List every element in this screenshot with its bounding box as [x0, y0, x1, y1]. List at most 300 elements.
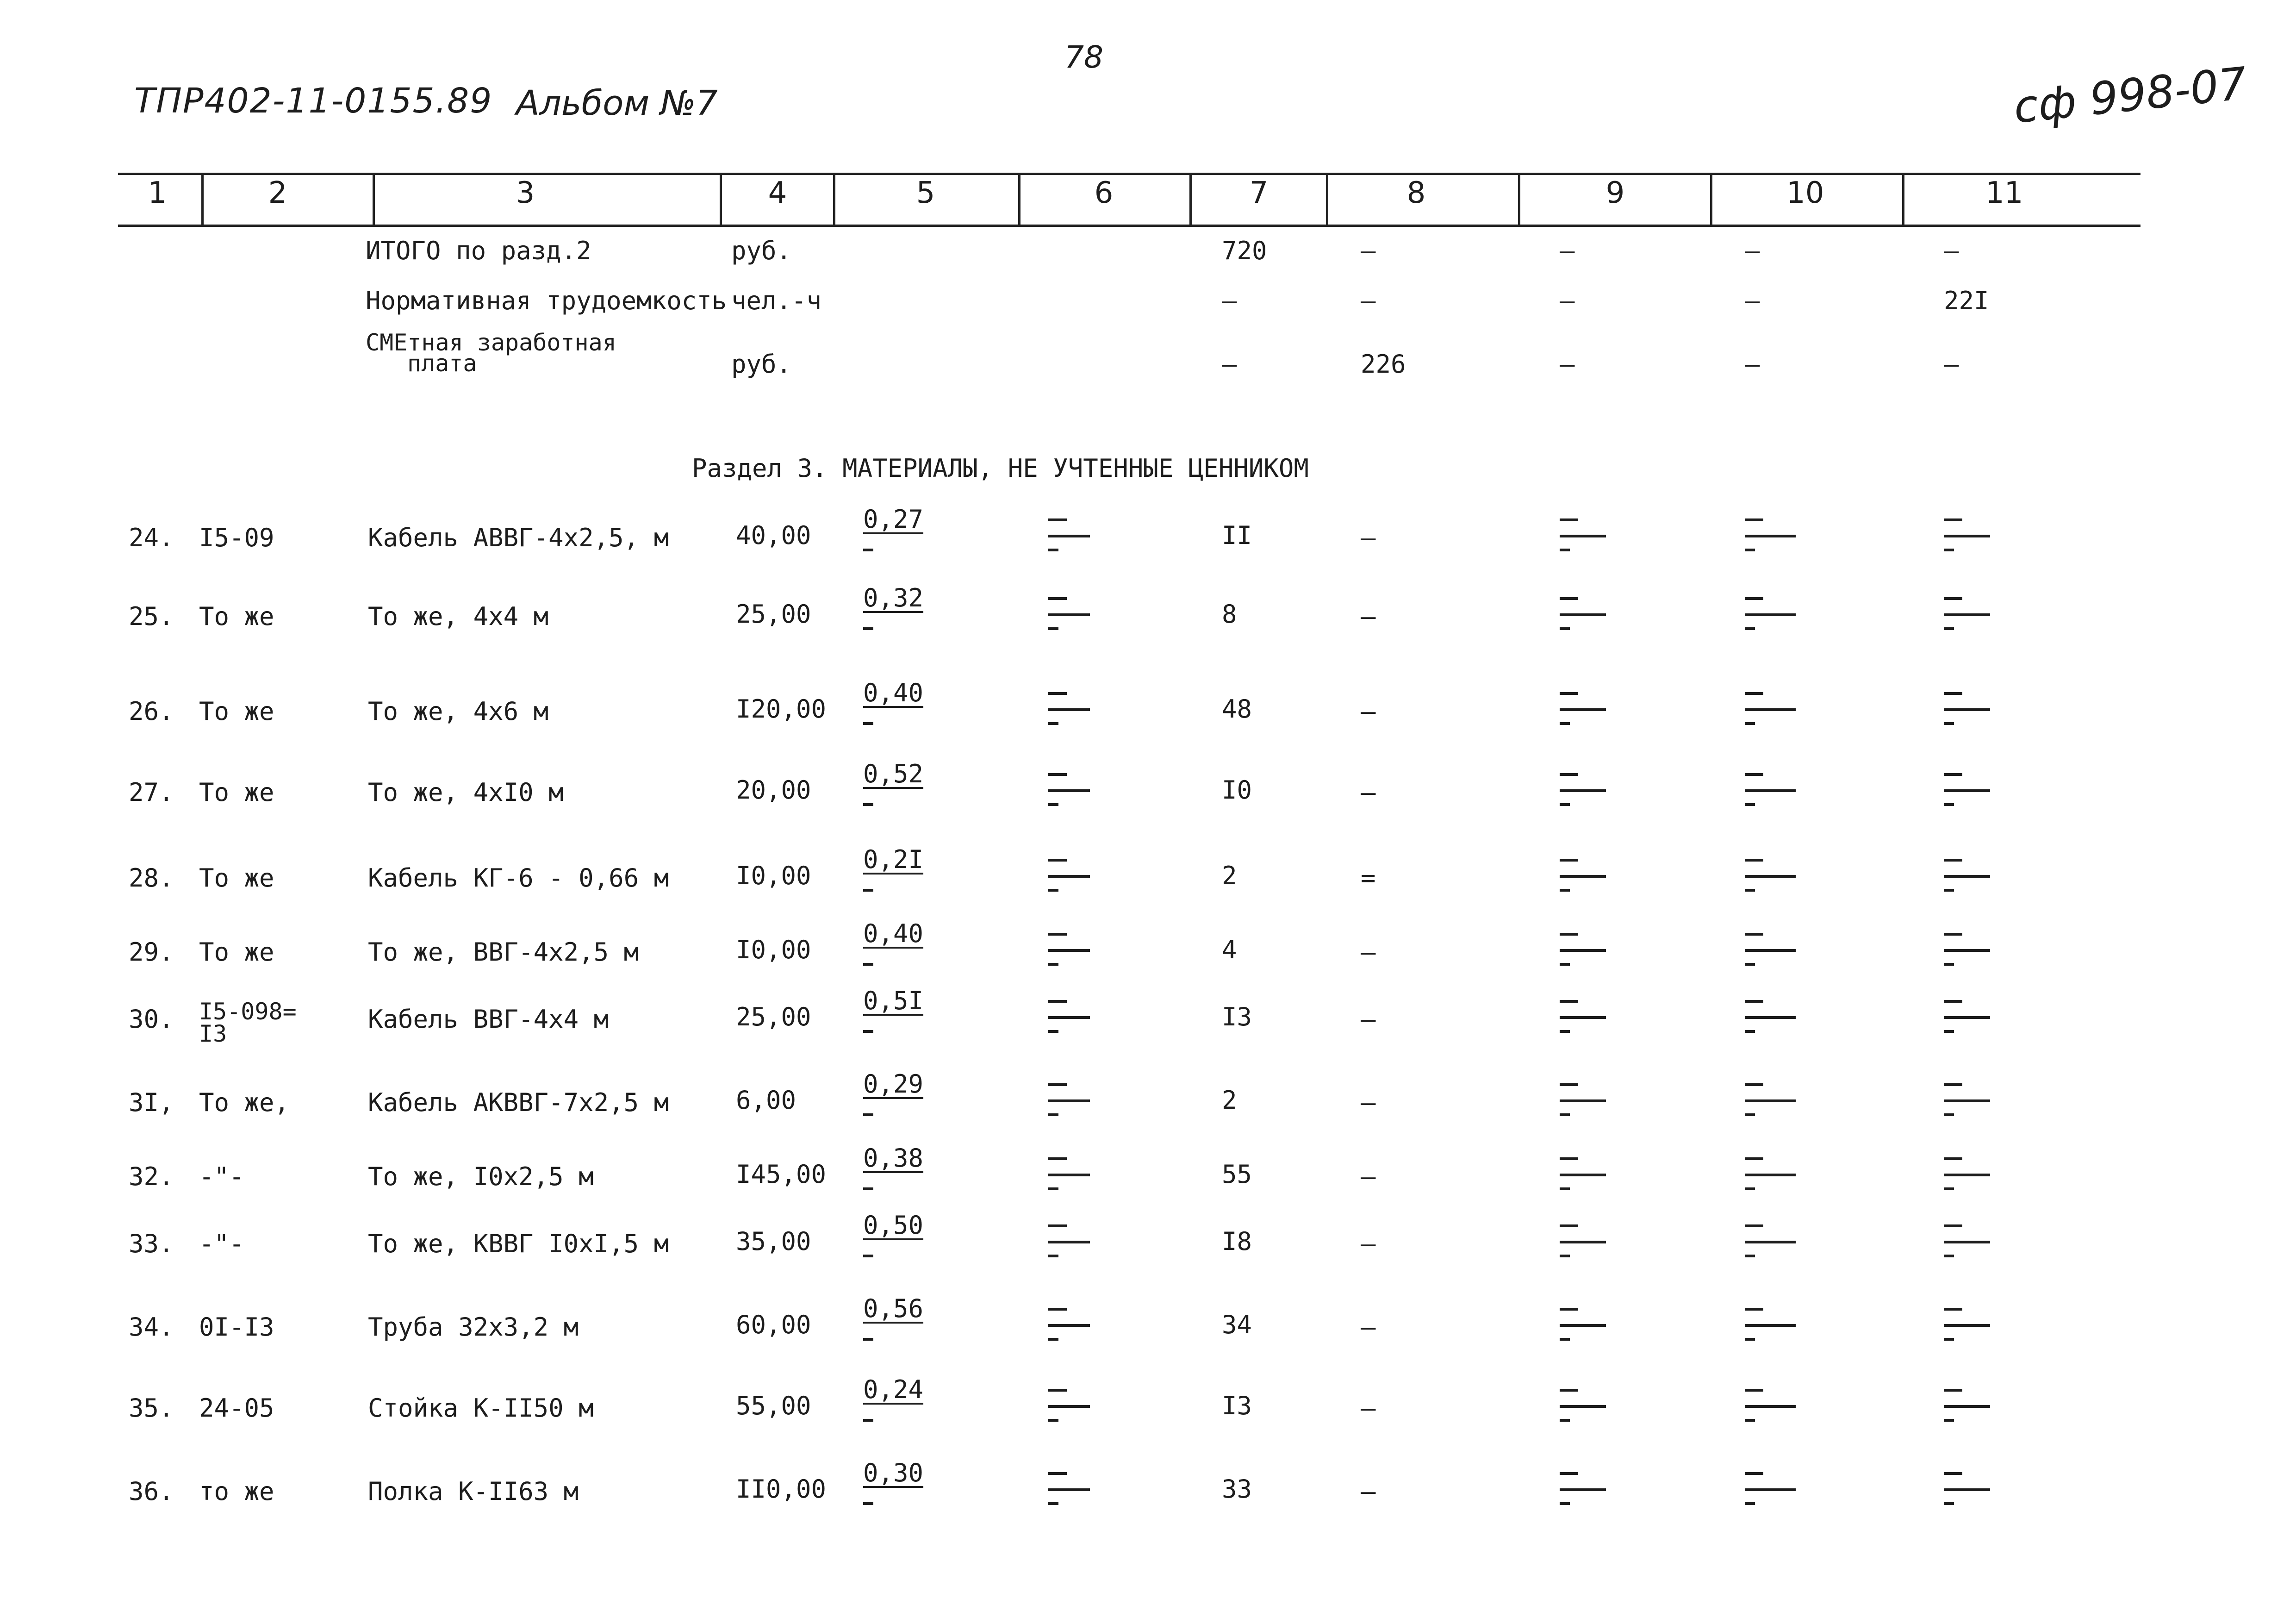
empty-cell-dash [1560, 1030, 1570, 1033]
table-header-bottom-rule [118, 225, 2140, 227]
empty-cell-dash [1560, 1174, 1606, 1176]
row-name: То же, 4хI0 м [368, 778, 564, 807]
empty-cell-dash [1745, 773, 1763, 776]
empty-cell-dash [1560, 933, 1578, 936]
empty-cell-dash [1560, 1099, 1606, 1102]
empty-cell-dash [1944, 773, 1962, 776]
price-lower-dash [863, 627, 873, 630]
row-name: Стойка К-II50 м [368, 1393, 594, 1423]
column-number-2: 2 [268, 176, 287, 210]
row-name: Кабель ВВГ-4х4 м [368, 1005, 609, 1034]
empty-cell-dash [1048, 613, 1090, 616]
empty-cell-dash [1944, 1157, 1962, 1160]
empty-cell-dash [1048, 933, 1067, 936]
empty-cell-dash [1944, 875, 1990, 878]
column-number-4: 4 [768, 176, 787, 210]
empty-cell-dash [1560, 692, 1578, 695]
empty-cell-dash [1048, 1030, 1058, 1033]
empty-cell-dash [1944, 803, 1954, 806]
row-name: То же, I0х2,5 м [368, 1162, 594, 1191]
empty-cell-dash [1944, 1016, 1990, 1019]
empty-cell-dash [1048, 1419, 1058, 1422]
empty-cell-dash [1048, 1338, 1058, 1341]
empty-cell-dash [1560, 613, 1606, 616]
empty-cell-dash [1745, 1030, 1755, 1033]
summary-unit: руб. [731, 236, 792, 265]
summary-col10: – [1745, 236, 1760, 265]
row-number: 29. [129, 937, 174, 967]
row-total: 2 [1222, 1086, 1237, 1115]
empty-cell-dash [1048, 803, 1058, 806]
row-unit-price: 0,56 [863, 1294, 924, 1323]
row-code: То же [199, 863, 274, 893]
column-divider [1902, 175, 1904, 226]
empty-cell-dash [1560, 1224, 1578, 1227]
row-code: То же [199, 778, 274, 807]
row-number: 35. [129, 1393, 174, 1423]
empty-cell-dash [1745, 1472, 1763, 1475]
row-unit-price: 0,40 [863, 678, 924, 707]
row-name: То же, 4х6 м [368, 697, 549, 726]
row-quantity: 20,00 [736, 775, 811, 805]
empty-cell-dash [1745, 1338, 1755, 1341]
empty-cell-dash [1745, 1488, 1796, 1491]
summary-col9: – [1560, 286, 1575, 315]
empty-cell-dash [1560, 889, 1570, 892]
empty-cell-dash [1048, 1157, 1067, 1160]
column-divider [833, 175, 835, 226]
empty-cell-dash [1745, 722, 1755, 725]
row-code: 24-05 [199, 1393, 274, 1423]
empty-cell-dash [1560, 773, 1578, 776]
row-code: То же, [199, 1088, 290, 1117]
price-lower-dash [863, 889, 873, 892]
row-unit-price: 0,50 [863, 1211, 924, 1240]
empty-cell-dash [1745, 859, 1763, 862]
row-unit-price: 0,40 [863, 919, 924, 948]
empty-cell-dash [1745, 535, 1796, 537]
summary-col7: 720 [1222, 236, 1267, 265]
empty-cell-dash [1745, 1174, 1796, 1176]
empty-cell-dash [1745, 627, 1755, 630]
empty-cell-dash [1560, 1419, 1570, 1422]
summary-col8: – [1361, 236, 1376, 265]
empty-cell-dash [1048, 549, 1058, 551]
empty-cell-dash [1745, 597, 1763, 600]
empty-cell-dash [1560, 1502, 1570, 1505]
handwritten-stamp: сф 998-07 [2011, 57, 2249, 134]
column-divider [201, 175, 204, 226]
empty-cell-dash [1048, 1241, 1090, 1243]
column-number-5: 5 [916, 176, 935, 210]
row-col8: – [1361, 1393, 1376, 1423]
empty-cell-dash [1048, 949, 1090, 952]
empty-cell-dash [1944, 1389, 1962, 1392]
row-unit-price: 0,52 [863, 759, 924, 788]
empty-cell-dash [1560, 1157, 1578, 1160]
empty-cell-dash [1745, 1000, 1763, 1003]
empty-cell-dash [1745, 1241, 1796, 1243]
summary-unit: чел.-ч [731, 286, 822, 315]
row-unit-price: 0,30 [863, 1458, 924, 1487]
empty-cell-dash [1745, 613, 1796, 616]
row-col8: – [1361, 1162, 1376, 1191]
row-unit-price: 0,2I [863, 845, 924, 874]
empty-cell-dash [1048, 773, 1067, 776]
row-col8: – [1361, 1477, 1376, 1506]
price-lower-dash [863, 1255, 873, 1257]
price-lower-dash [863, 963, 873, 966]
empty-cell-dash [1745, 1187, 1755, 1190]
empty-cell-dash [1048, 1187, 1058, 1190]
empty-cell-dash [1745, 1083, 1763, 1086]
empty-cell-dash [1048, 535, 1090, 537]
empty-cell-dash [1560, 1308, 1578, 1311]
row-name: То же, КВВГ I0хI,5 м [368, 1229, 669, 1258]
row-name: Кабель АВВГ-4х2,5, м [368, 523, 669, 552]
empty-cell-dash [1048, 1308, 1067, 1311]
empty-cell-dash [1560, 549, 1570, 551]
row-quantity: 40,00 [736, 521, 811, 550]
row-number: 34. [129, 1312, 174, 1342]
empty-cell-dash [1745, 1016, 1796, 1019]
empty-cell-dash [1560, 949, 1606, 952]
column-divider [373, 175, 375, 226]
row-total: 34 [1222, 1310, 1252, 1339]
row-total: I3 [1222, 1002, 1252, 1031]
empty-cell-dash [1745, 1157, 1763, 1160]
column-number-1: 1 [148, 176, 167, 210]
empty-cell-dash [1048, 1324, 1090, 1327]
row-total: 8 [1222, 600, 1237, 629]
price-lower-dash [863, 1502, 873, 1505]
column-number-8: 8 [1406, 176, 1426, 210]
empty-cell-dash [1048, 963, 1058, 966]
row-quantity: II0,00 [736, 1474, 827, 1504]
row-total: I8 [1222, 1227, 1252, 1256]
row-col8: – [1361, 1088, 1376, 1117]
summary-col10: – [1745, 286, 1760, 315]
empty-cell-dash [1745, 1502, 1755, 1505]
summary-unit: руб. [731, 350, 792, 379]
row-number: 26. [129, 697, 174, 726]
empty-cell-dash [1944, 1338, 1954, 1341]
empty-cell-dash [1944, 1502, 1954, 1505]
row-total: 4 [1222, 935, 1237, 964]
price-lower-dash [863, 803, 873, 806]
empty-cell-dash [1560, 1016, 1606, 1019]
empty-cell-dash [1048, 1472, 1067, 1475]
empty-cell-dash [1944, 549, 1954, 551]
row-quantity: 35,00 [736, 1227, 811, 1256]
empty-cell-dash [1944, 518, 1962, 521]
summary-col8: – [1361, 286, 1376, 315]
row-number: 32. [129, 1162, 174, 1191]
empty-cell-dash [1745, 875, 1796, 878]
empty-cell-dash [1560, 535, 1606, 537]
row-code: I5-098= [199, 998, 297, 1025]
empty-cell-dash [1048, 1224, 1067, 1227]
empty-cell-dash [1944, 708, 1990, 711]
empty-cell-dash [1048, 722, 1058, 725]
summary-col9: – [1560, 236, 1575, 265]
summary-col7: – [1222, 350, 1237, 379]
empty-cell-dash [1048, 1083, 1067, 1086]
row-number: 28. [129, 863, 174, 893]
price-lower-dash [863, 1338, 873, 1341]
empty-cell-dash [1944, 859, 1962, 862]
empty-cell-dash [1745, 1308, 1763, 1311]
row-col8: – [1361, 1005, 1376, 1034]
empty-cell-dash [1944, 627, 1954, 630]
empty-cell-dash [1944, 1419, 1954, 1422]
empty-cell-dash [1745, 1099, 1796, 1102]
empty-cell-dash [1745, 1255, 1755, 1257]
price-lower-dash [863, 1030, 873, 1033]
row-quantity: I0,00 [736, 935, 811, 964]
empty-cell-dash [1944, 1241, 1990, 1243]
empty-cell-dash [1745, 1389, 1763, 1392]
row-code: I5-09 [199, 523, 274, 552]
empty-cell-dash [1560, 803, 1570, 806]
empty-cell-dash [1944, 1000, 1962, 1003]
row-name: То же, 4х4 м [368, 602, 549, 631]
empty-cell-dash [1944, 613, 1990, 616]
row-total: I0 [1222, 775, 1252, 805]
empty-cell-dash [1560, 1472, 1578, 1475]
empty-cell-dash [1745, 692, 1763, 695]
price-lower-dash [863, 722, 873, 725]
empty-cell-dash [1745, 1405, 1796, 1408]
row-number: 25. [129, 602, 174, 631]
summary-col9: – [1560, 350, 1575, 379]
row-name: Полка К-II63 м [368, 1477, 579, 1506]
empty-cell-dash [1745, 708, 1796, 711]
empty-cell-dash [1944, 597, 1962, 600]
row-number: 24. [129, 523, 174, 552]
column-number-11: 11 [1985, 176, 2023, 210]
row-total: 48 [1222, 694, 1252, 724]
empty-cell-dash [1745, 1224, 1763, 1227]
empty-cell-dash [1745, 889, 1755, 892]
empty-cell-dash [1048, 627, 1058, 630]
empty-cell-dash [1944, 1030, 1954, 1033]
empty-cell-dash [1944, 1099, 1990, 1102]
empty-cell-dash [1944, 963, 1954, 966]
row-number: 30. [129, 1005, 174, 1034]
row-quantity: I20,00 [736, 694, 827, 724]
row-code: то же [199, 1477, 274, 1506]
column-divider [1018, 175, 1020, 226]
row-quantity: I45,00 [736, 1160, 827, 1189]
empty-cell-dash [1944, 789, 1990, 792]
row-col8: – [1361, 602, 1376, 631]
empty-cell-dash [1560, 627, 1570, 630]
empty-cell-dash [1560, 1241, 1606, 1243]
row-quantity: 60,00 [736, 1310, 811, 1339]
empty-cell-dash [1048, 597, 1067, 600]
empty-cell-dash [1944, 1308, 1962, 1311]
row-total: 55 [1222, 1160, 1252, 1189]
row-name: То же, ВВГ-4х2,5 м [368, 937, 639, 967]
row-col8: – [1361, 778, 1376, 807]
empty-cell-dash [1048, 1488, 1090, 1491]
empty-cell-dash [1560, 518, 1578, 521]
empty-cell-dash [1048, 518, 1067, 521]
row-number: 3I, [129, 1088, 174, 1117]
column-number-3: 3 [516, 176, 535, 210]
empty-cell-dash [1944, 1083, 1962, 1086]
empty-cell-dash [1048, 1405, 1090, 1408]
column-number-7: 7 [1249, 176, 1269, 210]
row-total: 33 [1222, 1474, 1252, 1504]
empty-cell-dash [1944, 1405, 1990, 1408]
row-number: 27. [129, 778, 174, 807]
row-name: Труба 32х3,2 м [368, 1312, 579, 1342]
empty-cell-dash [1745, 1324, 1796, 1327]
column-number-10: 10 [1786, 176, 1824, 210]
row-code: То же [199, 937, 274, 967]
empty-cell-dash [1944, 722, 1954, 725]
empty-cell-dash [1048, 875, 1090, 878]
empty-cell-dash [1944, 1255, 1954, 1257]
row-name: Кабель КГ-6 - 0,66 м [368, 863, 669, 893]
empty-cell-dash [1745, 963, 1755, 966]
column-divider [1326, 175, 1328, 226]
row-unit-price: 0,5I [863, 986, 924, 1015]
empty-cell-dash [1944, 949, 1990, 952]
row-name: Кабель АКВВГ-7х2,5 м [368, 1088, 669, 1117]
row-code-line2: I3 [199, 1020, 227, 1047]
row-number: 36. [129, 1477, 174, 1506]
row-col8: – [1361, 937, 1376, 967]
empty-cell-dash [1560, 1113, 1570, 1116]
row-col8: = [1361, 863, 1376, 893]
column-divider [720, 175, 722, 226]
summary-label: СМЕтная заработная [366, 329, 616, 356]
summary-col7: – [1222, 286, 1237, 315]
empty-cell-dash [1944, 1472, 1962, 1475]
empty-cell-dash [1944, 692, 1962, 695]
empty-cell-dash [1560, 1083, 1578, 1086]
row-quantity: 55,00 [736, 1391, 811, 1420]
empty-cell-dash [1560, 1255, 1570, 1257]
empty-cell-dash [1944, 1187, 1954, 1190]
row-total: II [1222, 521, 1252, 550]
empty-cell-dash [1560, 1187, 1570, 1190]
empty-cell-dash [1048, 1016, 1090, 1019]
section-title: Раздел 3. МАТЕРИАЛЫ, НЕ УЧТЕННЫЕ ЦЕННИКОМ [692, 454, 1309, 483]
empty-cell-dash [1048, 1113, 1058, 1116]
summary-col11: 22I [1944, 286, 1989, 315]
row-quantity: 25,00 [736, 600, 811, 629]
summary-label: Нормативная трудоемкость [366, 286, 727, 315]
empty-cell-dash [1048, 692, 1067, 695]
table-top-rule [118, 173, 2140, 175]
row-unit-price: 0,38 [863, 1143, 924, 1173]
price-lower-dash [863, 1187, 873, 1190]
empty-cell-dash [1560, 963, 1570, 966]
empty-cell-dash [1048, 1174, 1090, 1176]
empty-cell-dash [1745, 518, 1763, 521]
empty-cell-dash [1560, 789, 1606, 792]
row-code: То же [199, 697, 274, 726]
empty-cell-dash [1048, 1000, 1067, 1003]
empty-cell-dash [1048, 1099, 1090, 1102]
empty-cell-dash [1560, 1488, 1606, 1491]
row-total: 2 [1222, 861, 1237, 890]
empty-cell-dash [1745, 933, 1763, 936]
empty-cell-dash [1944, 1113, 1954, 1116]
row-quantity: 25,00 [736, 1002, 811, 1031]
empty-cell-dash [1560, 722, 1570, 725]
row-quantity: I0,00 [736, 861, 811, 890]
summary-col10: – [1745, 350, 1760, 379]
price-lower-dash [863, 1113, 873, 1116]
empty-cell-dash [1944, 535, 1990, 537]
empty-cell-dash [1745, 549, 1755, 551]
row-col8: – [1361, 697, 1376, 726]
row-code: -"- [199, 1229, 244, 1258]
empty-cell-dash [1745, 1113, 1755, 1116]
row-total: I3 [1222, 1391, 1252, 1420]
empty-cell-dash [1944, 1174, 1990, 1176]
row-unit-price: 0,27 [863, 505, 924, 534]
empty-cell-dash [1745, 1419, 1755, 1422]
page-number: 78 [1064, 39, 1103, 75]
empty-cell-dash [1944, 1324, 1990, 1327]
empty-cell-dash [1048, 1502, 1058, 1505]
empty-cell-dash [1560, 1338, 1570, 1341]
album-number: Альбом №7 [516, 83, 718, 123]
price-lower-dash [863, 549, 873, 551]
row-code: 0I-I3 [199, 1312, 274, 1342]
column-divider [1189, 175, 1192, 226]
empty-cell-dash [1048, 859, 1067, 862]
empty-cell-dash [1560, 597, 1578, 600]
row-code: -"- [199, 1162, 244, 1191]
empty-cell-dash [1560, 1000, 1578, 1003]
empty-cell-dash [1048, 1255, 1058, 1257]
column-number-9: 9 [1605, 176, 1625, 210]
row-col8: – [1361, 523, 1376, 552]
empty-cell-dash [1560, 1405, 1606, 1408]
empty-cell-dash [1560, 1389, 1578, 1392]
column-divider [1518, 175, 1520, 226]
price-lower-dash [863, 1419, 873, 1422]
empty-cell-dash [1560, 708, 1606, 711]
empty-cell-dash [1048, 1389, 1067, 1392]
empty-cell-dash [1560, 859, 1578, 862]
empty-cell-dash [1560, 1324, 1606, 1327]
row-unit-price: 0,24 [863, 1375, 924, 1404]
summary-label: ИТОГО по разд.2 [366, 236, 591, 265]
document-code: ТПР402-11-0155.89 [134, 81, 493, 121]
empty-cell-dash [1745, 803, 1755, 806]
empty-cell-dash [1560, 875, 1606, 878]
empty-cell-dash [1944, 1488, 1990, 1491]
summary-label-line2: плата [407, 350, 477, 377]
empty-cell-dash [1944, 1224, 1962, 1227]
row-col8: – [1361, 1312, 1376, 1342]
empty-cell-dash [1944, 933, 1962, 936]
row-unit-price: 0,32 [863, 583, 924, 612]
row-quantity: 6,00 [736, 1086, 796, 1115]
empty-cell-dash [1048, 889, 1058, 892]
empty-cell-dash [1944, 889, 1954, 892]
row-col8: – [1361, 1229, 1376, 1258]
row-code: То же [199, 602, 274, 631]
